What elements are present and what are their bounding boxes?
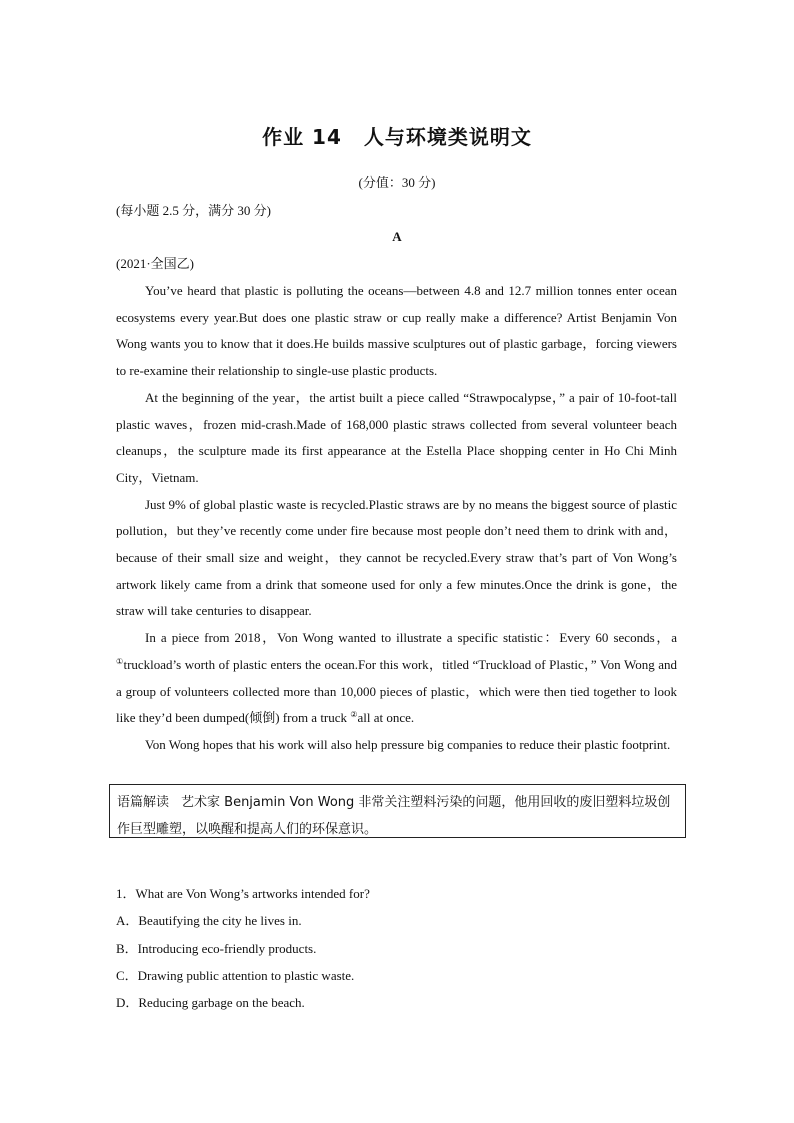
title-number: 作业 14 [262,125,342,149]
option-a: A．Beautifying the city he lives in. [116,913,302,929]
question-stem: 1．What are Von Wong’s artworks intended for? [116,886,370,901]
paragraph-4 [116,625,677,732]
scoring-rule: (每小题 2.5 分，满分 30 分) [116,203,271,218]
paragraph-4-part-c: all at once. [357,710,415,726]
option-d: D．Reducing garbage on the beach. [116,995,305,1011]
passage-source: (2021·全国乙) [116,256,194,271]
paragraph-4-part-a: In a piece from 2018，Von Wong wanted to illustrate a specific statistic：Every 60 seconds，a [145,630,677,646]
title-topic: 人与环境类说明文 [363,125,532,149]
section-heading: A [392,229,402,244]
score-note: (分值：30 分) [358,175,436,190]
marker-1: ① [116,656,124,666]
option-b: B．Introducing eco-friendly products. [116,940,317,956]
paragraph-5: Von Wong hopes that his work will also help pressure big companies to reduce their plastic footprint. [145,736,671,752]
question-1 [116,880,370,1016]
paragraph-4-part-b: truckload’s worth of plastic enters the ocean.For this work，titled “Truckload of Plastic，” Von Wong and a group of volunteers collected more than 10,000 pieces of plastic，which were then tied together to look like they’d been dumped(倾倒) from a truck [116,656,678,726]
paragraph-1: You’ve heard that plastic is polluting the oceans—between 4.8 and 12.7 million tonnes enter ocean ecosystems every year.But does one plastic straw or cup really make a difference? Artist Benjamin Von Wong wants you to know that it does.He builds massive sculptures out of plastic garbage，forcing viewers to re-examine their relationship to single-use plastic products. [116,283,677,379]
page-title [0,121,794,150]
paragraph-3: Just 9% of global plastic waste is recycled.Plastic straws are by no means the biggest source of plastic pollution，but they’ve recently come under fire because most people don’t need them to drink with and，because of their small size and weight，they cannot be recycled.Every straw that’s part of Von Wong’s artwork likely came from a drink that someone used for only a few minutes.Once the drink is gone，the straw will take centuries to disappear. [116,496,677,619]
passage-analysis-box [109,784,686,838]
paragraph-2: At the beginning of the year，the artist built a piece called “Strawpocalypse，” a pair of 10-foot-tall plastic waves，frozen mid-crash.Made of 168,000 plastic straws collected from several volunteer beach cleanups，the sculpture made its first appearance at the Estella Place shopping center in Ho Chi Minh City，Vietnam. [116,389,677,485]
option-c: C．Drawing public attention to plastic waste. [116,967,355,983]
reading-passage [116,278,677,759]
analysis-tag: 语篇解读 [117,795,170,810]
marker-2: ② [350,710,358,720]
analysis-text: 艺术家 Benjamin Von Wong 非常关注塑料污染的问题，他用回收的废旧塑料垃圾创作巨型雕塑，以唤醒和提高人们的环保意识。 [117,795,671,837]
